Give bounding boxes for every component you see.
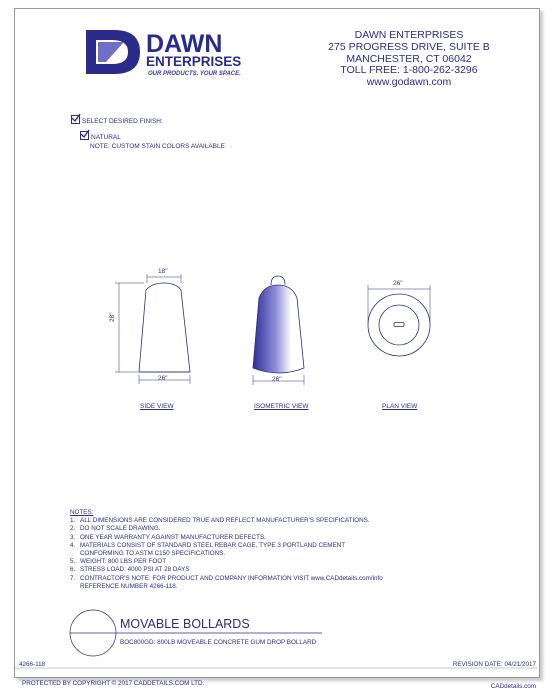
notes-header: NOTES: [70,509,94,516]
note-item: 4. MATERIALS CONSIST OF STANDARD STEEL REBAR CAGE, TYPE 3 PORTLAND CEMENT [70,541,346,549]
note-item: 5. WEIGHT: 800 LBS PER FOOT [70,558,167,566]
natural-finish-label: NATURAL [91,134,121,141]
notes-section [70,509,383,591]
plan-view-label: PLAN VIEW [382,403,418,410]
note-item: REFERENCE NUMBER 4266-118. [80,582,178,590]
note-item: 6. STRESS LOAD: 4000 PSI AT 28 DAYS [70,566,190,574]
side-top-dimension: 18" [158,268,168,275]
company-street: 275 PROGRESS DRIVE, SUITE B [328,40,490,53]
note-item: 7. CONTRACTOR'S NOTE: FOR PRODUCT AND COMPANY INFORMATION VISIT www.CADdetails.com/info [70,574,383,582]
drawing-title: MOVABLE BOLLARDS [120,617,250,631]
isometric-view-drawing [253,276,304,373]
plan-view-drawing [368,294,430,356]
logo-sub-text: ENTERPRISES [146,54,242,69]
side-view-drawing [139,283,190,372]
company-name: DAWN ENTERPRISES [354,29,464,41]
company-phone: TOLL FREE: 1-800-262-3296 [340,64,478,77]
note-item: 2. DO NOT SCALE DRAWING. [70,525,161,533]
plan-view-dimensions [368,285,430,322]
side-bottom-dimension: 26" [158,375,168,382]
side-height-dimension: 28" [109,312,116,322]
copyright-notice: PROTECTED BY COPYRIGHT © 2017 CADDETAILS.COM LTD. [22,680,205,687]
isometric-view-label: ISOMETRIC VIEW [254,403,309,410]
note-item: CONFORMING TO ASTM C150 SPECIFICATIONS. [80,550,226,558]
sheet-number: 4266-118 [19,661,46,668]
side-view-label: SIDE VIEW [140,403,174,410]
isometric-bottom-dimension: 26" [272,376,282,383]
logo-tagline: OUR PRODUCTS. YOUR SPACE. [148,71,241,77]
note-item: 1. ALL DIMENSIONS ARE CONSIDERED TRUE AND REFLECT MANUFACTURER'S SPECIFICATIONS. [70,517,370,525]
custom-stain-note: NOTE: CUSTOM STAIN COLORS AVAILABLE [90,143,225,150]
note-item: 3. ONE YEAR WARRANTY AGAINST MANUFACTURER DEFECTS. [70,533,266,541]
revision-date: REVISION DATE: 04/21/2017 [452,661,536,668]
caddetails-link[interactable]: CADdetails.com [490,683,536,690]
select-finish-label: SELECT DESIRED FINISH: [82,118,163,125]
company-city: MANCHESTER, CT 06042 [346,52,472,65]
company-website: www.godawn.com [366,76,452,89]
drawing-subtitle: BOC800GD: 800LB MOVEABLE CONCRETE GUM DROP BOLLARD [120,639,317,646]
plan-top-dimension: 26" [393,280,403,287]
logo-main-text: DAWN [146,30,223,58]
